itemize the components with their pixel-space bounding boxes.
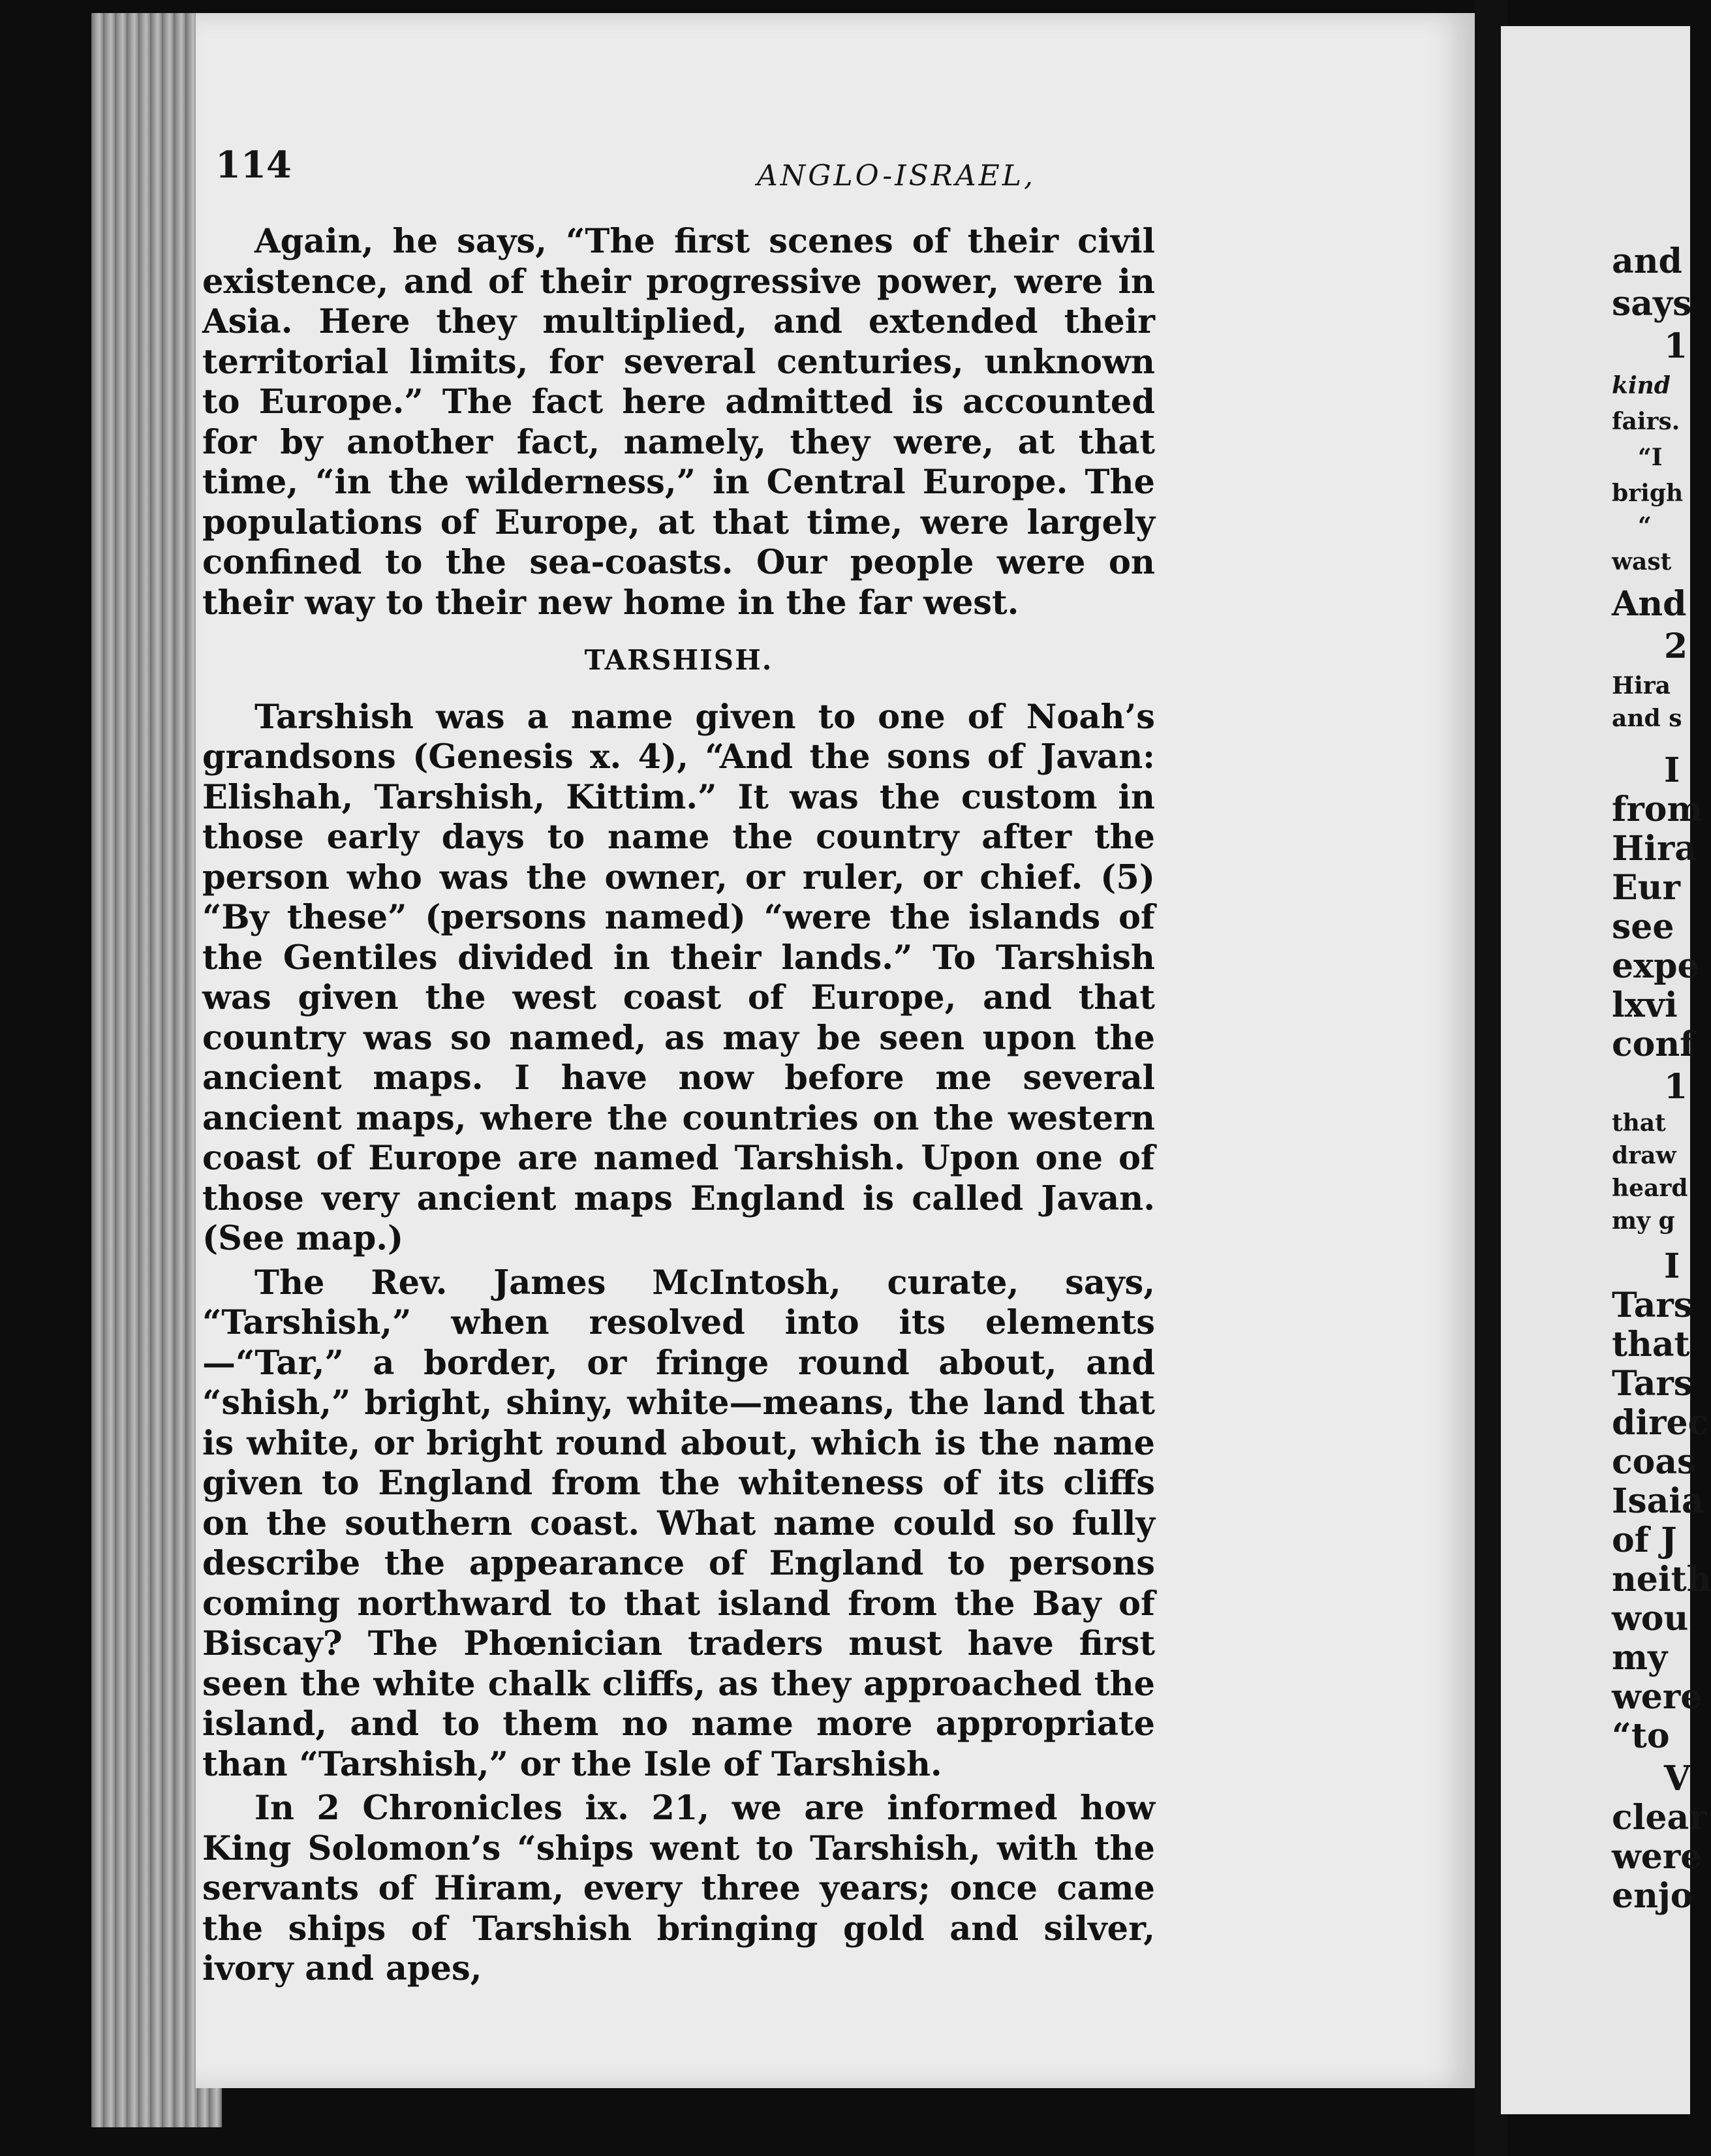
facing-fragment: I	[1664, 750, 1680, 790]
paragraph-2: Tarshish was a name given to one of Noah’s grandsons (Genesis x. 4), “And the sons of Javan: Elishah, Tarshish, Kittim.” It was the custom in those early days to name the country after the person who was the owner, or ruler, or chief. (5) “By these” (persons named) “were the islands of the Gentiles divided in their lands.” To Tarshish was given the west coast of Europe, and that country was so named, as may be seen upon the ancient maps. I have now before me several ancient maps, where the countries on the western coast of Europe are named Tarshish. Upon one of those very ancient maps England is called Javan. (See map.)	[202, 697, 1155, 1258]
facing-fragment: were	[1612, 1837, 1703, 1877]
facing-fragment: from	[1612, 790, 1703, 829]
running-title: ANGLO-ISRAEL,	[757, 159, 1036, 192]
page-number: 114	[215, 144, 292, 187]
facing-fragment: expe	[1612, 946, 1699, 986]
section-heading: TARSHISH.	[584, 644, 773, 676]
facing-fragment: direc	[1612, 1403, 1709, 1443]
facing-fragment: coas	[1612, 1442, 1697, 1482]
facing-fragment: And	[1612, 584, 1687, 624]
facing-fragment: conf	[1612, 1024, 1695, 1064]
facing-fragment: my g	[1612, 1207, 1675, 1235]
facing-fragment: 1	[1664, 326, 1688, 366]
facing-page	[1501, 26, 1711, 2114]
facing-fragment: Tars	[1612, 1286, 1693, 1325]
facing-fragment: wast	[1612, 548, 1672, 576]
paragraph-3: The Rev. James McIntosh, curate, says, “Tarshish,” when resolved into its elements—“Tar,” a border, or fringe round about, and “shish,” bright, shiny, white—means, the land that is white, or bright round about, which is the name given to England from the whiteness of its cliffs on the southern coast. What name could so fully describe the appearance of England to persons coming northward to that island from the Bay of Biscay? The Phœnician traders must have first seen the white chalk cliffs, as they approached the island, and to them no name more appropriate than “Tarshish,” or the Isle of Tarshish.	[202, 1263, 1155, 1784]
paragraph-1: Again, he says, “The first scenes of their civil existence, and of their progressive power, were in Asia. Here they multiplied, and extended their territorial limits, for several centuries, unknown to Europe.” The fact here admitted is accounted for by another fact, namely, they were, at that time, “in the wilderness,” in Central Europe. The populations of Europe, at that time, were largely confined to the sea-coasts. Our people were on their way to their new home in the far west.	[202, 222, 1155, 623]
facing-fragment: says	[1612, 284, 1692, 324]
facing-fragment: “I	[1638, 444, 1663, 471]
facing-fragment: 1	[1664, 1067, 1688, 1107]
facing-fragment: lxvi	[1612, 985, 1678, 1025]
facing-fragment: and s	[1612, 705, 1682, 732]
facing-fragment: were	[1612, 1677, 1703, 1717]
facing-fragment: neith	[1612, 1560, 1711, 1599]
facing-fragment: heard	[1612, 1175, 1688, 1202]
facing-fragment: wou	[1612, 1599, 1689, 1639]
facing-fragment: V	[1664, 1759, 1691, 1798]
facing-fragment: of J	[1612, 1520, 1677, 1560]
facing-fragment: I	[1664, 1246, 1680, 1286]
facing-fragment: 2	[1664, 626, 1688, 666]
body-text	[202, 222, 1155, 1990]
facing-fragment: kind	[1612, 372, 1671, 399]
facing-fragment: see	[1612, 907, 1674, 947]
facing-fragment: that	[1612, 1109, 1666, 1137]
facing-fragment: enjo	[1612, 1876, 1693, 1916]
facing-fragment: clear	[1612, 1798, 1707, 1838]
facing-fragment: Tars	[1612, 1364, 1693, 1404]
facing-fragment: Isaia	[1612, 1481, 1704, 1521]
facing-fragment: my	[1612, 1638, 1668, 1678]
facing-fragment: fairs.	[1612, 408, 1680, 435]
facing-fragment: brigh	[1612, 480, 1684, 507]
facing-fragment: and	[1612, 241, 1682, 281]
paragraph-4: In 2 Chronicles ix. 21, we are informed how King Solomon’s “ships went to Tarshish, with the servants of Hiram, every three years; once came the ships of Tarshish bringing gold and silver, ivory and apes,	[202, 1789, 1155, 1988]
facing-fragment: draw	[1612, 1142, 1676, 1169]
facing-fragment: Eur	[1612, 868, 1680, 908]
facing-fragment: “	[1638, 512, 1652, 540]
facing-fragment: Hira	[1612, 829, 1697, 869]
facing-fragment: “to	[1612, 1716, 1670, 1756]
facing-fragment: Hira	[1612, 672, 1671, 700]
facing-fragment: that	[1612, 1325, 1690, 1364]
